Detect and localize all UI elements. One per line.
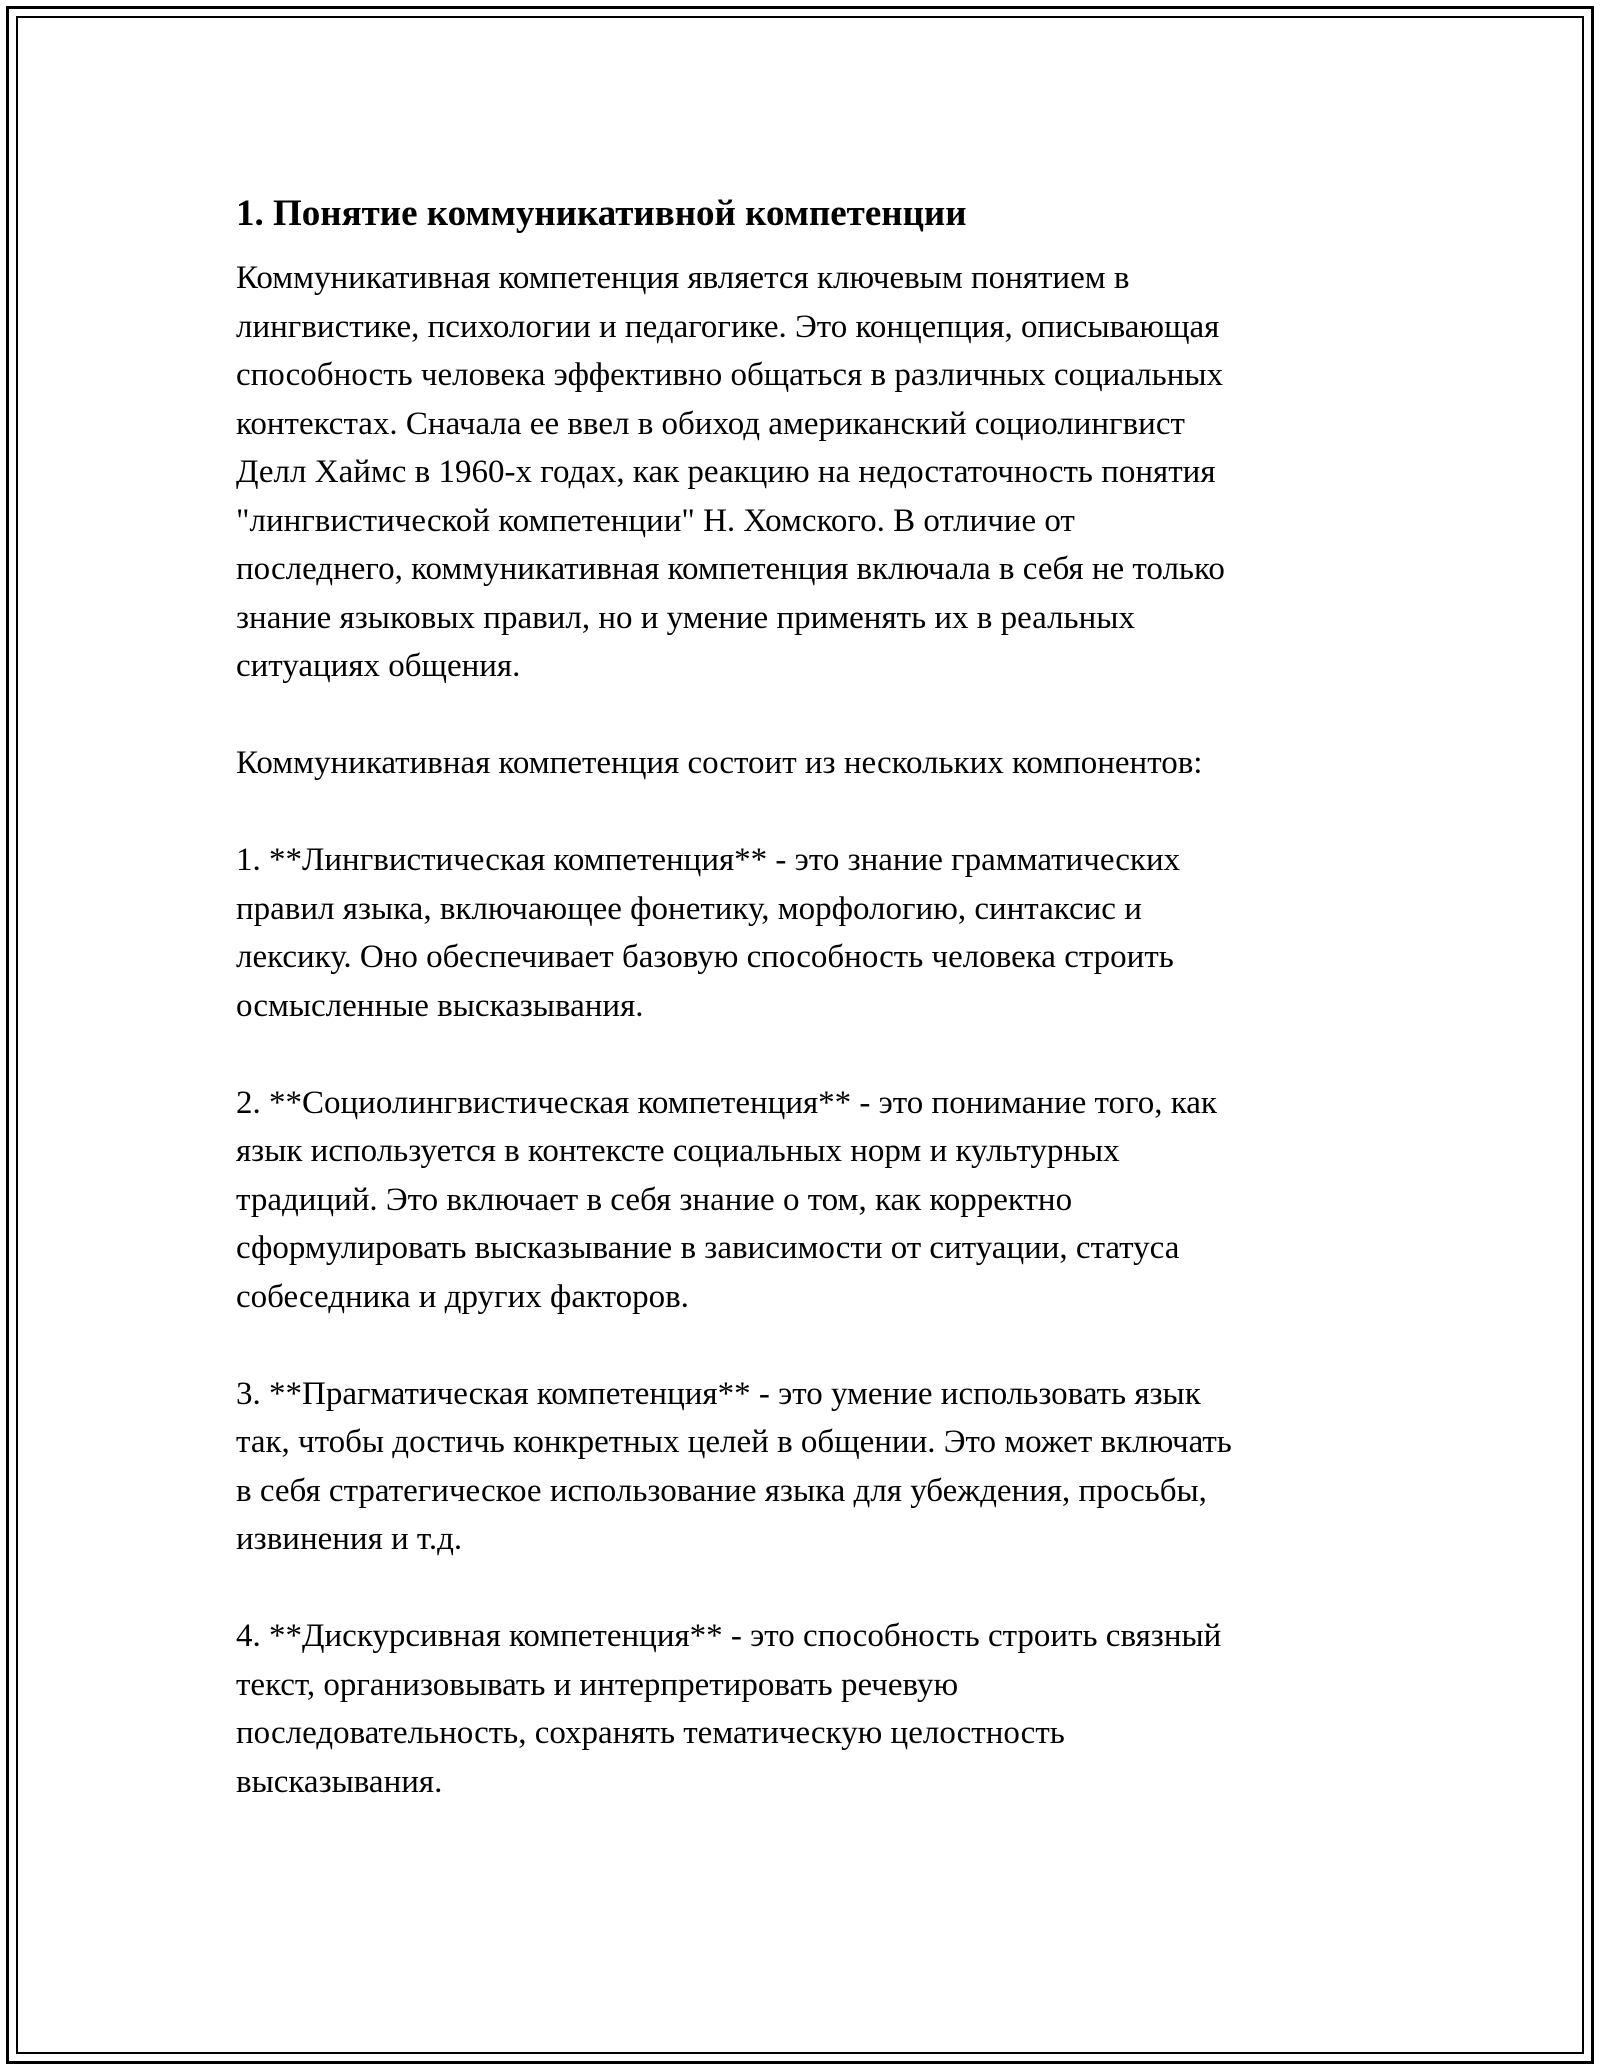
text-line: знание языковых правил, но и умение применять их в реальных [236, 599, 1135, 636]
text-line: способность человека эффективно общаться в различных социальных [236, 357, 1224, 393]
text-line: Коммуникативная компетенция является ключевым понятием в [236, 260, 1130, 296]
list-item-discursive [236, 1612, 1366, 1806]
text-line: так, чтобы достичь конкретных целей в общении. Это может включать [236, 1424, 1232, 1460]
list-item-pragmatic [236, 1370, 1366, 1564]
text-line: осмысленные высказывания. [236, 987, 644, 1024]
text-line: традиций. Это включает в себя знание о том, как корректно [236, 1181, 1073, 1218]
text-line: текст, организовывать и интерпретировать речевую [236, 1666, 959, 1703]
paragraph-components-intro [236, 739, 1366, 788]
text-line: 4. **Дискурсивная компетенция** - это способность строить связный [236, 1618, 1222, 1654]
text-line: в себя стратегическое использование языка для убеждения, просьбы, [236, 1472, 1207, 1509]
paragraph-intro [236, 254, 1366, 691]
text-line: контекстах. Сначала ее ввел в обиход американский социолингвист [236, 405, 1185, 442]
text-line: высказывания. [236, 1763, 443, 1800]
text-line: лингвистике, психологии и педагогике. Это концепция, описывающая [236, 308, 1220, 345]
text-line: 1. **Лингвистическая компетенция** - это знание грамматических [236, 842, 1181, 878]
document-body [236, 186, 1366, 1855]
text-line: лексику. Оно обеспечивает базовую способность человека строить [236, 939, 1174, 975]
section-heading: 1. Понятие коммуникативной компетенции [236, 193, 967, 234]
text-line: язык используется в контексте социальных норм и культурных [236, 1133, 1120, 1169]
text-line: извинения и т.д. [236, 1521, 463, 1557]
text-line: последнего, коммуникативная компетенция включала в себя не только [236, 551, 1225, 587]
text-line: правил языка, включающее фонетику, морфологию, синтаксис и [236, 890, 1142, 927]
text-line: Делл Хаймс в 1960-х годах, как реакцию на недостаточность понятия [236, 454, 1216, 490]
text-line: ситуациях общения. [236, 648, 521, 684]
list-item-sociolinguistic [236, 1079, 1366, 1322]
list-item-linguistic [236, 836, 1366, 1030]
text-line: "лингвистической компетенции" Н. Хомского. В отличие от [236, 502, 1075, 539]
text-line: Коммуникативная компетенция состоит из нескольких компонентов: [236, 745, 1203, 781]
text-line: 2. **Социолингвистическая компетенция** - это понимание того, как [236, 1084, 1217, 1121]
text-line: сформулировать высказывание в зависимости от ситуации, статуса [236, 1230, 1180, 1266]
text-line: 3. **Прагматическая компетенция** - это умение использовать язык [236, 1375, 1201, 1412]
text-line: собеседника и других факторов. [236, 1278, 689, 1315]
text-line: последовательность, сохранять тематическую целостность [236, 1715, 1065, 1751]
